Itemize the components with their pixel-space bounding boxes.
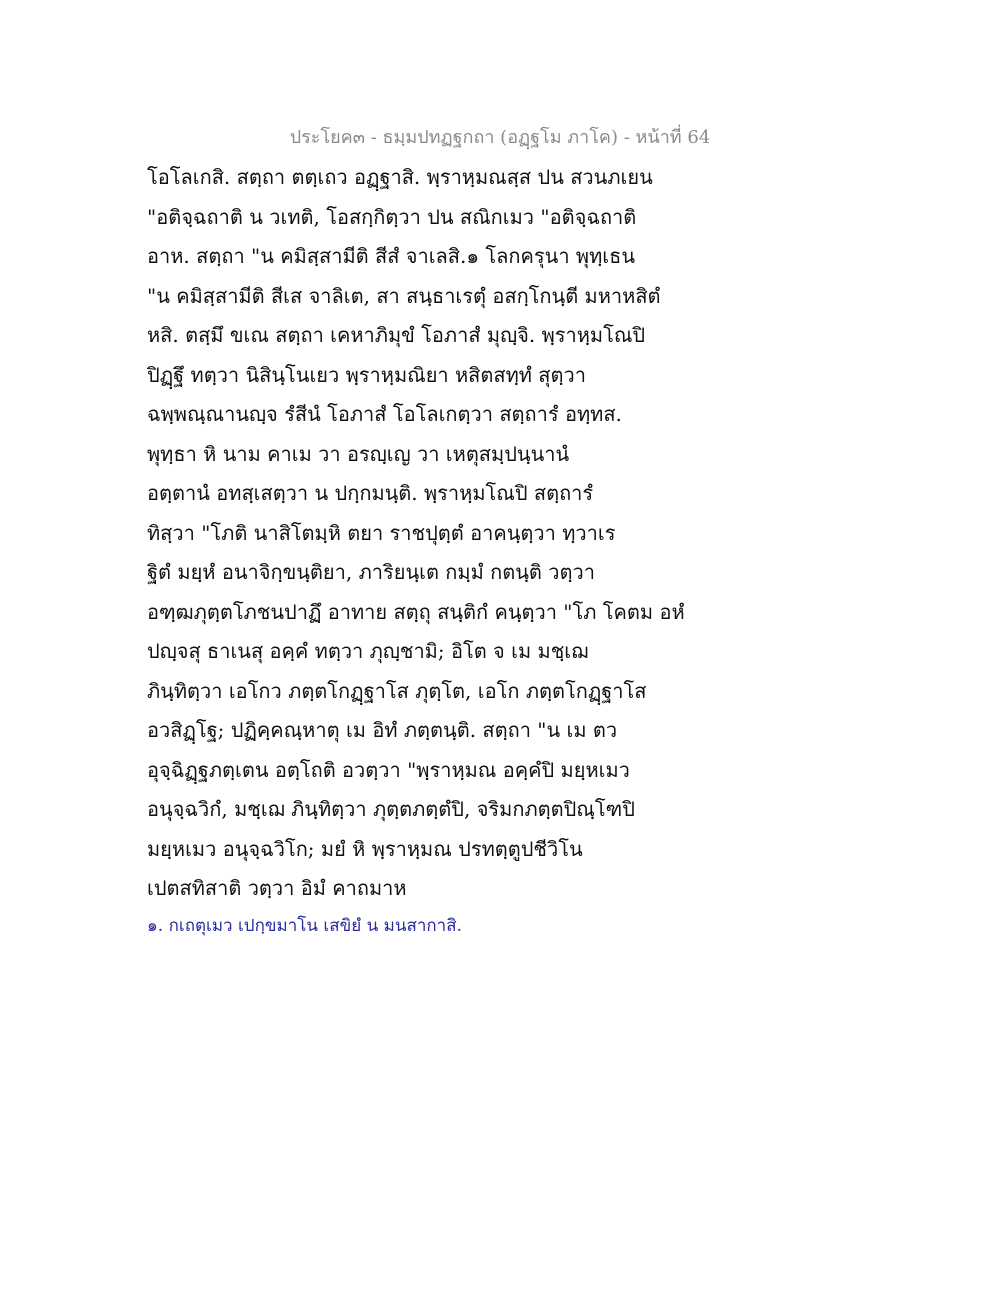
text-line: "อติจฺฉถาติ น วเทติ, โอสกฺกิตฺวา ปน สณิกเมว "อติจฺฉถาติ (147, 204, 637, 229)
text-line: ฐิตํ มยฺหํ อนาจิกฺขนฺติยา, ภาริยนฺเต กมฺมํ กตนฺติ วตฺวา (147, 560, 595, 584)
text-line: อุจฺฉิฏฺฐภตฺเตน อตฺโถติ อวตฺวา "พฺราหฺมณ อคฺคํปิ มยฺหเมว (147, 757, 630, 782)
text-line: พุทฺธา หิ นาม คาเม วา อรญฺเญ วา เหตุสมฺปนฺนานํ (147, 441, 570, 466)
text-line: มยฺหเมว อนุจฺฉวิโก; มยํ หิ พฺราหฺมณ ปรทตฺตูปชีวิโน (147, 836, 583, 861)
text-line: เปตสทิสาติ วตฺวา อิมํ คาถมาห (147, 876, 407, 900)
text-line: ปิฏฺฐึ ทตฺวา นิสินฺโนเยว พฺราหฺมณิยา หสิตสทฺทํ สุตฺวา (147, 362, 586, 387)
text-line: อตฺตานํ อทสฺเสตฺวา น ปกฺกมนฺติ. พฺราหฺมโณปิ สตฺถารํ (147, 481, 594, 505)
text-line: อฑฺฒภุตฺตโภชนปาฏึ อาทาย สตฺถุ สนฺติกํ คนฺตฺวา "โภ โคตม อหํ (147, 599, 685, 624)
running-header: ประโยค๓ - ธมฺมปทฏฐกถา (อฏฺฐโม ภาโค) - หน้าที่ 64 (289, 127, 711, 148)
text-line: ทิสฺวา "โภติ นาสิโตมฺหิ ตยา ราชปุตฺตํ อาคนฺตฺวา ทฺวาเร (147, 520, 616, 545)
text-line: ภินฺทิตฺวา เอโกว ภตฺตโกฏฺฐาโส ภุตฺโต, เอโก ภตฺตโกฏฺฐาโส (147, 678, 647, 703)
footnote: ๑. กเถตุเมว เปกฺขมาโน เสขิยํ น มนสากาสิ. (147, 916, 462, 936)
text-line: "น คมิสฺสามีติ สีเส จาลิเต, สา สนฺธาเรตุํ อสกฺโกนฺตี มหาหสิตํ (147, 283, 661, 308)
text-line: ปญฺจสุ ธาเนสุ อคฺคํ ทตฺวา ภุญฺชามิ; อิโต จ เม มชฺเฌ (147, 639, 589, 663)
text-line: โอโลเกสิ. สตฺถา ตตฺเถว อฏฺฐาสิ. พฺราหฺมณสฺส ปน สวนภเยน (147, 165, 653, 189)
text-line: หสิ. ตสฺมึ ขเณ สตฺถา เคหาภิมุขํ โอภาสํ มุญฺจิ. พฺราหฺมโณปิ (147, 323, 646, 347)
text-line: อาห. สตฺถา "น คมิสฺสามีติ สีสํ จาเลสิ.๑ โลกครุนา พุทฺเธน (147, 244, 635, 268)
body-text (147, 158, 687, 909)
text-line: ฉพฺพณฺณานญฺจ รํสีนํ โอภาสํ โอโลเกตฺวา สตฺถารํ อทฺทส. (147, 402, 622, 426)
text-line: อวสิฏฺโฐ; ปฏิคฺคณฺหาตุ เม อิทํ ภตฺตนฺติ. สตฺถา "น เม ตว (147, 718, 618, 742)
text-line: อนุจฺฉวิกํ, มชฺเฌ ภินฺทิตฺวา ภุตฺตภตฺตํปิ, จริมกภตฺตปิณฺโฑปิ (147, 797, 635, 821)
